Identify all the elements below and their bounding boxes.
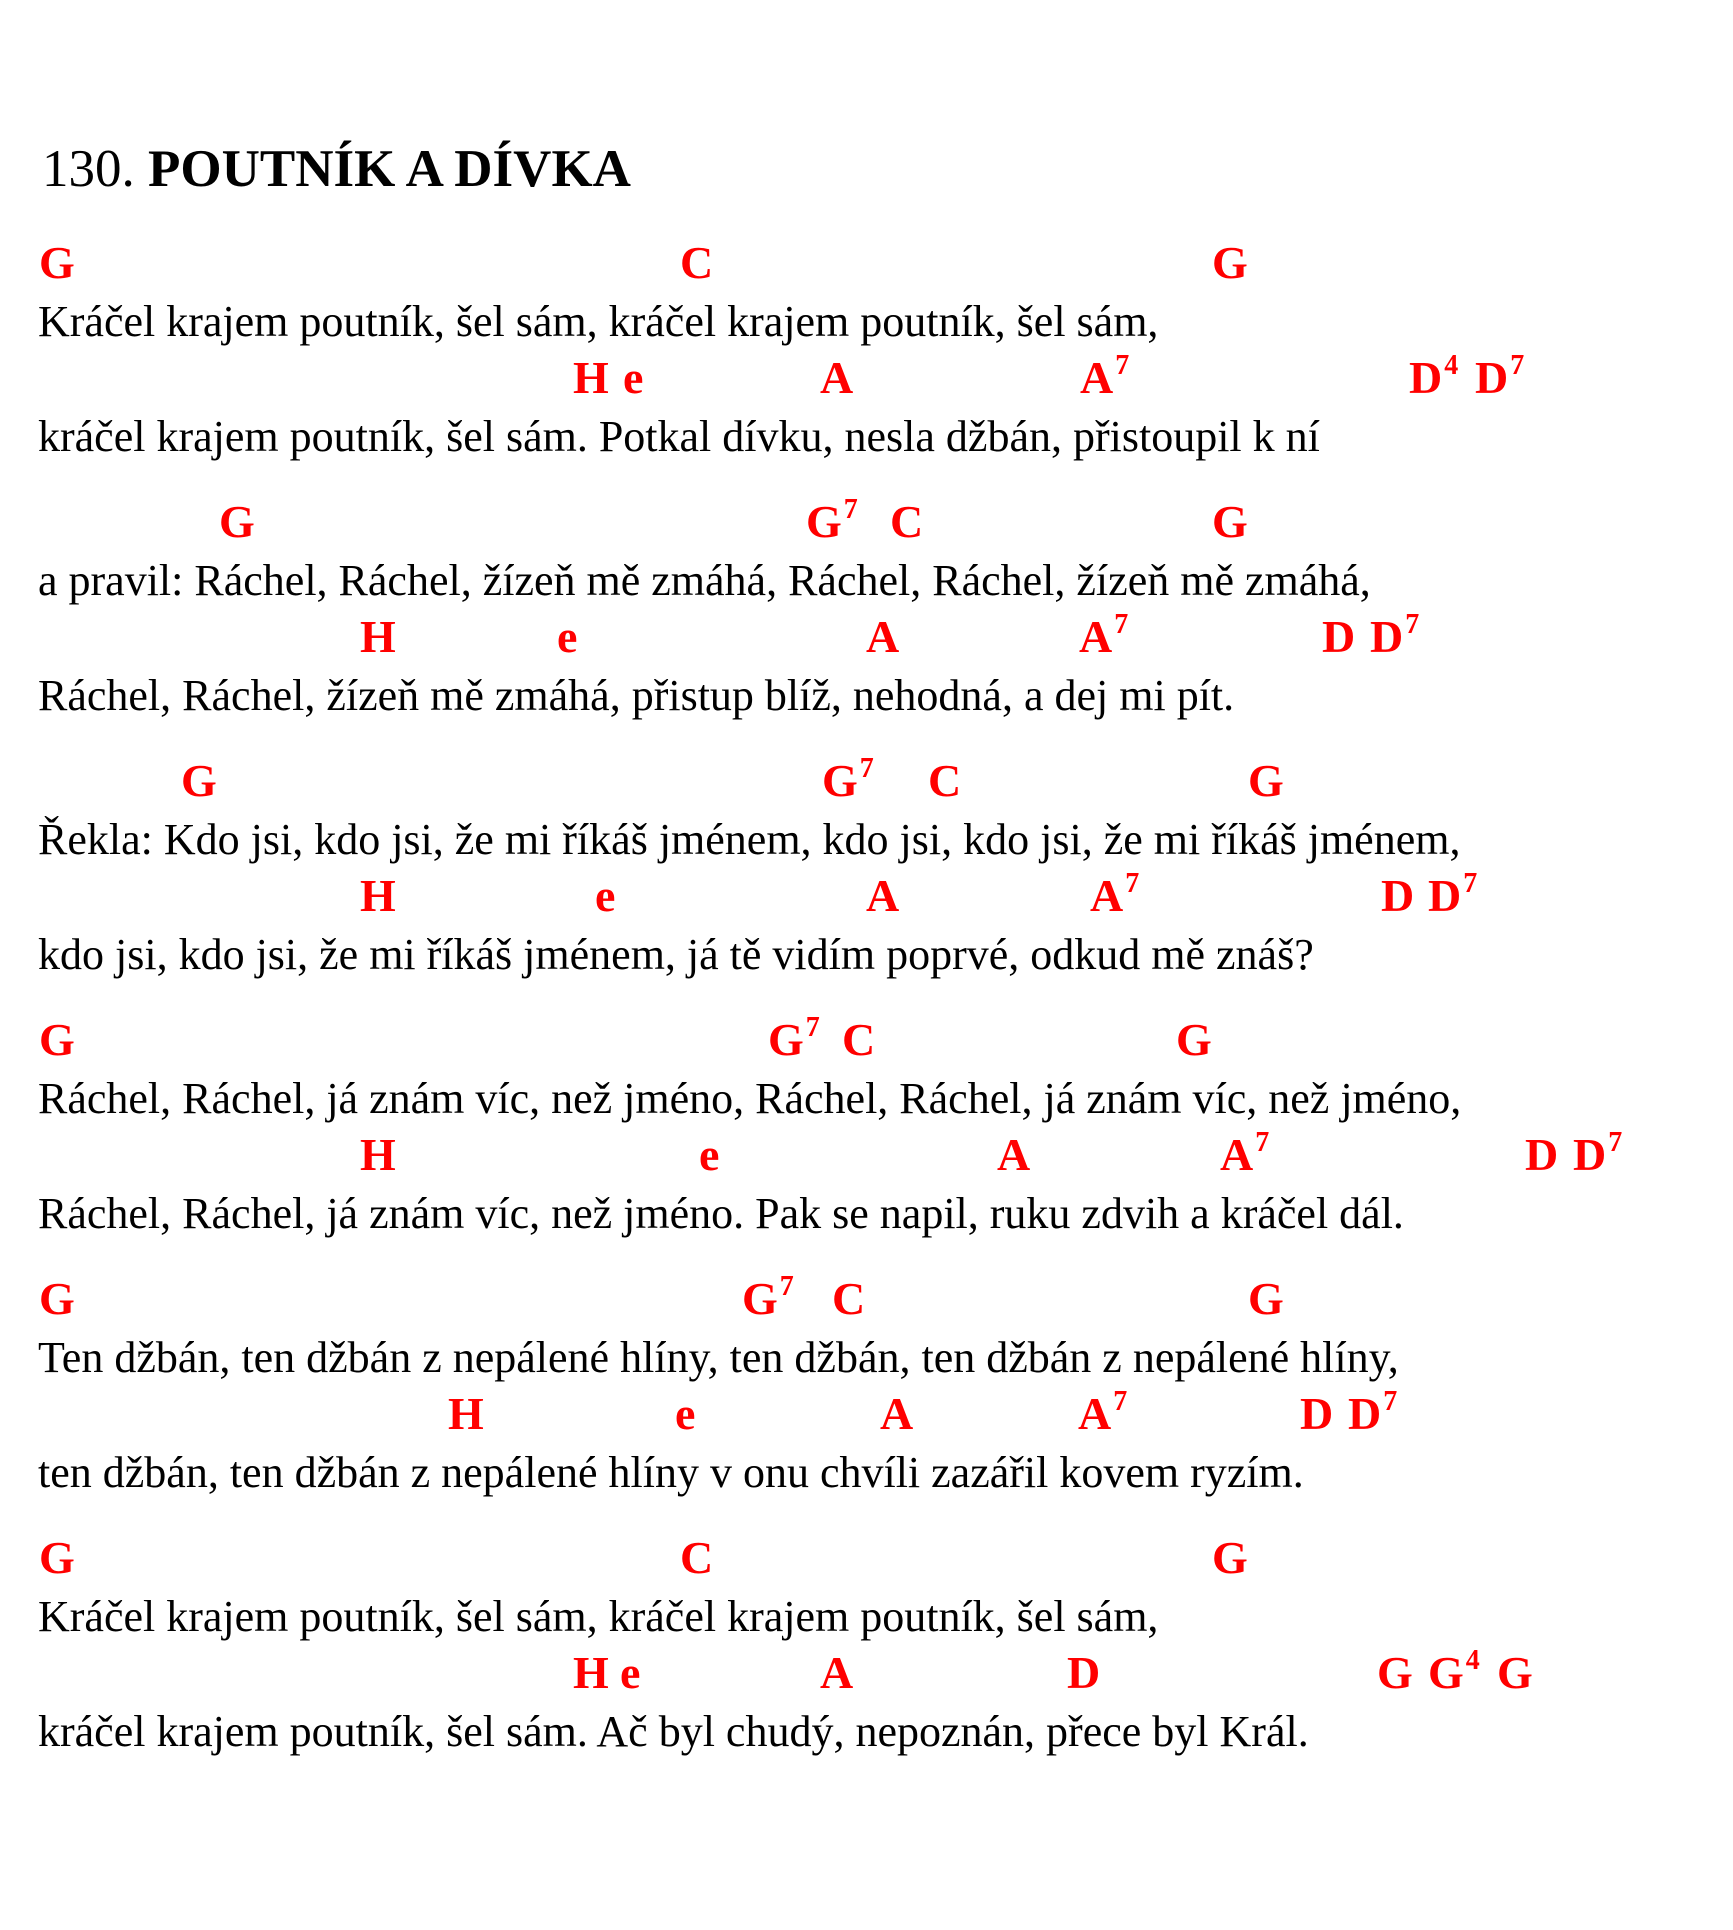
chord-root: G [1176, 1014, 1212, 1066]
chord-root: A [1078, 1388, 1112, 1440]
chord-root: A [1080, 352, 1114, 404]
chord-root: e [623, 352, 644, 404]
chord-root: A [820, 352, 854, 404]
chord-root: H [360, 611, 396, 663]
chord-root: H [360, 1129, 396, 1181]
chord-root: H [448, 1388, 484, 1440]
song-number: 130. [42, 140, 135, 198]
chord-root: G [768, 1014, 804, 1066]
chord-root: e [557, 611, 578, 663]
chord [866, 870, 900, 922]
chord-root: D [1322, 611, 1356, 663]
chord [822, 753, 874, 807]
chord-root: e [595, 870, 616, 922]
chord [806, 494, 858, 548]
chord [1475, 350, 1525, 404]
chord-root: A [880, 1388, 914, 1440]
chord [820, 352, 854, 404]
chord-extension: 7 [1113, 1386, 1128, 1418]
chord [820, 1647, 854, 1699]
chord-root: G [1212, 496, 1248, 548]
chord-root: C [890, 496, 924, 548]
chord-root: D [1300, 1388, 1334, 1440]
chord [1370, 609, 1420, 663]
chord-root: A [820, 1647, 854, 1699]
lyric-line: kráčel krajem poutník, šel sám. Potkal dívku, nesla džbán, přistoupil k ní [38, 412, 1320, 462]
song-name: POUTNÍK A DÍVKA [148, 140, 631, 198]
chord [360, 611, 396, 663]
chord [181, 755, 217, 807]
chord-root: D [1428, 870, 1462, 922]
chord-root: G [806, 496, 842, 548]
chord-root: G [742, 1273, 778, 1325]
lyric-line: ten džbán, ten džbán z nepálené hlíny v onu chvíli zazářil kovem ryzím. [38, 1448, 1304, 1498]
chord [1248, 755, 1284, 807]
chord [928, 755, 962, 807]
chord [1067, 1647, 1101, 1699]
chord [1322, 611, 1356, 663]
chord-root: e [699, 1129, 720, 1181]
lyric-line: Řekla: Kdo jsi, kdo jsi, že mi říkáš jménem, kdo jsi, kdo jsi, že mi říkáš jménem, [38, 815, 1461, 865]
song-title [42, 140, 631, 198]
chord [1212, 237, 1248, 289]
chord-root: H [573, 1647, 609, 1699]
chord [1080, 350, 1130, 404]
chord-root: H [573, 352, 609, 404]
chord-extension: 7 [1463, 868, 1478, 900]
chord [39, 1014, 75, 1066]
chord [1573, 1127, 1623, 1181]
chord [1348, 1386, 1398, 1440]
chord-root: C [928, 755, 962, 807]
chord-root: H [360, 870, 396, 922]
chord-root: A [866, 870, 900, 922]
chord [1525, 1129, 1559, 1181]
chord-extension: 7 [1383, 1386, 1398, 1418]
chord [219, 496, 255, 548]
chord [1497, 1647, 1533, 1699]
chord-root: A [1220, 1129, 1254, 1181]
chord-root: G [39, 1532, 75, 1584]
chord-root: A [997, 1129, 1031, 1181]
chord [768, 1012, 820, 1066]
chord [1090, 868, 1140, 922]
chord-root: G [39, 1273, 75, 1325]
chord [680, 237, 714, 289]
chord [1079, 609, 1129, 663]
chord [1300, 1388, 1334, 1440]
chord-root: G [1248, 1273, 1284, 1325]
lyric-line: kráčel krajem poutník, šel sám. Ač byl chudý, nepoznán, přece byl Král. [38, 1707, 1309, 1757]
chord [39, 237, 75, 289]
chord-extension: 7 [1608, 1127, 1623, 1159]
chord-root: G [1497, 1647, 1533, 1699]
chord-extension: 7 [859, 753, 874, 785]
chord-root: G [181, 755, 217, 807]
lyric-line: Kráčel krajem poutník, šel sám, kráčel krajem poutník, šel sám, [38, 1592, 1159, 1642]
chord [997, 1129, 1031, 1181]
chord-extension: 4 [1444, 350, 1459, 382]
chord [39, 1532, 75, 1584]
lyric-line: Ráchel, Ráchel, já znám víc, než jméno. Pak se napil, ruku zdvih a kráčel dál. [38, 1189, 1404, 1239]
chord-root: A [1079, 611, 1113, 663]
chord [448, 1388, 484, 1440]
chord-root: D [1381, 870, 1415, 922]
chord [890, 496, 924, 548]
chord-extension: 7 [1114, 609, 1129, 641]
lyric-line: kdo jsi, kdo jsi, že mi říkáš jménem, já tě vidím poprvé, odkud mě znáš? [38, 930, 1314, 980]
chord-extension: 7 [1510, 350, 1525, 382]
chord-extension: 7 [1405, 609, 1420, 641]
chord [1220, 1127, 1270, 1181]
chord [623, 352, 644, 404]
lyric-line: Kráčel krajem poutník, šel sám, kráčel krajem poutník, šel sám, [38, 297, 1159, 347]
chord-root: G [1248, 755, 1284, 807]
chord-root: e [675, 1388, 696, 1440]
chord-extension: 7 [843, 494, 858, 526]
lyric-line: a pravil: Ráchel, Ráchel, žízeň mě zmáhá, Ráchel, Ráchel, žízeň mě zmáhá, [38, 556, 1371, 606]
chord-root: D [1370, 611, 1404, 663]
chord [595, 870, 616, 922]
lyric-line: Ráchel, Ráchel, žízeň mě zmáhá, přistup blíž, nehodná, a dej mi pít. [38, 671, 1235, 721]
chord-extension: 7 [1125, 868, 1140, 900]
chord-extension: 4 [1465, 1645, 1480, 1677]
chord-root: C [680, 1532, 714, 1584]
chord-root: G [1212, 237, 1248, 289]
chord-extension: 7 [805, 1012, 820, 1044]
chord [742, 1271, 794, 1325]
chord [1381, 870, 1415, 922]
chord-root: C [842, 1014, 876, 1066]
chord-root: D [1573, 1129, 1607, 1181]
chord [1176, 1014, 1212, 1066]
chord [573, 1647, 609, 1699]
chord-extension: 7 [779, 1271, 794, 1303]
chord [675, 1388, 696, 1440]
chord-extension: 7 [1115, 350, 1130, 382]
chord-root: A [1090, 870, 1124, 922]
chord [573, 352, 609, 404]
chord-extension: 7 [1255, 1127, 1270, 1159]
chord [360, 870, 396, 922]
chord [832, 1273, 866, 1325]
chord-root: C [832, 1273, 866, 1325]
chord [39, 1273, 75, 1325]
lyric-line: Ráchel, Ráchel, já znám víc, než jméno, Ráchel, Ráchel, já znám víc, než jméno, [38, 1074, 1462, 1124]
chord [1078, 1386, 1128, 1440]
chord-root: G [822, 755, 858, 807]
chord [557, 611, 578, 663]
chord-root: A [866, 611, 900, 663]
chord-root: C [680, 237, 714, 289]
chord [1409, 350, 1459, 404]
chord [620, 1647, 641, 1699]
chord [1212, 1532, 1248, 1584]
chord-root: G [1428, 1647, 1464, 1699]
chord [1248, 1273, 1284, 1325]
chord-root: G [219, 496, 255, 548]
lyric-line: Ten džbán, ten džbán z nepálené hlíny, ten džbán, ten džbán z nepálené hlíny, [38, 1333, 1399, 1383]
chord [680, 1532, 714, 1584]
chord [866, 611, 900, 663]
chord-root: e [620, 1647, 641, 1699]
chord-root: G [39, 237, 75, 289]
chord [1212, 496, 1248, 548]
chord-root: D [1067, 1647, 1101, 1699]
chord [1377, 1647, 1413, 1699]
chord [880, 1388, 914, 1440]
chord [842, 1014, 876, 1066]
chord-root: G [1212, 1532, 1248, 1584]
chord [1428, 868, 1478, 922]
chord [699, 1129, 720, 1181]
chord-root: D [1409, 352, 1443, 404]
chord-root: D [1525, 1129, 1559, 1181]
chord-root: G [39, 1014, 75, 1066]
chord [1428, 1645, 1480, 1699]
chord-root: D [1475, 352, 1509, 404]
chord [360, 1129, 396, 1181]
chord-root: G [1377, 1647, 1413, 1699]
chord-root: D [1348, 1388, 1382, 1440]
